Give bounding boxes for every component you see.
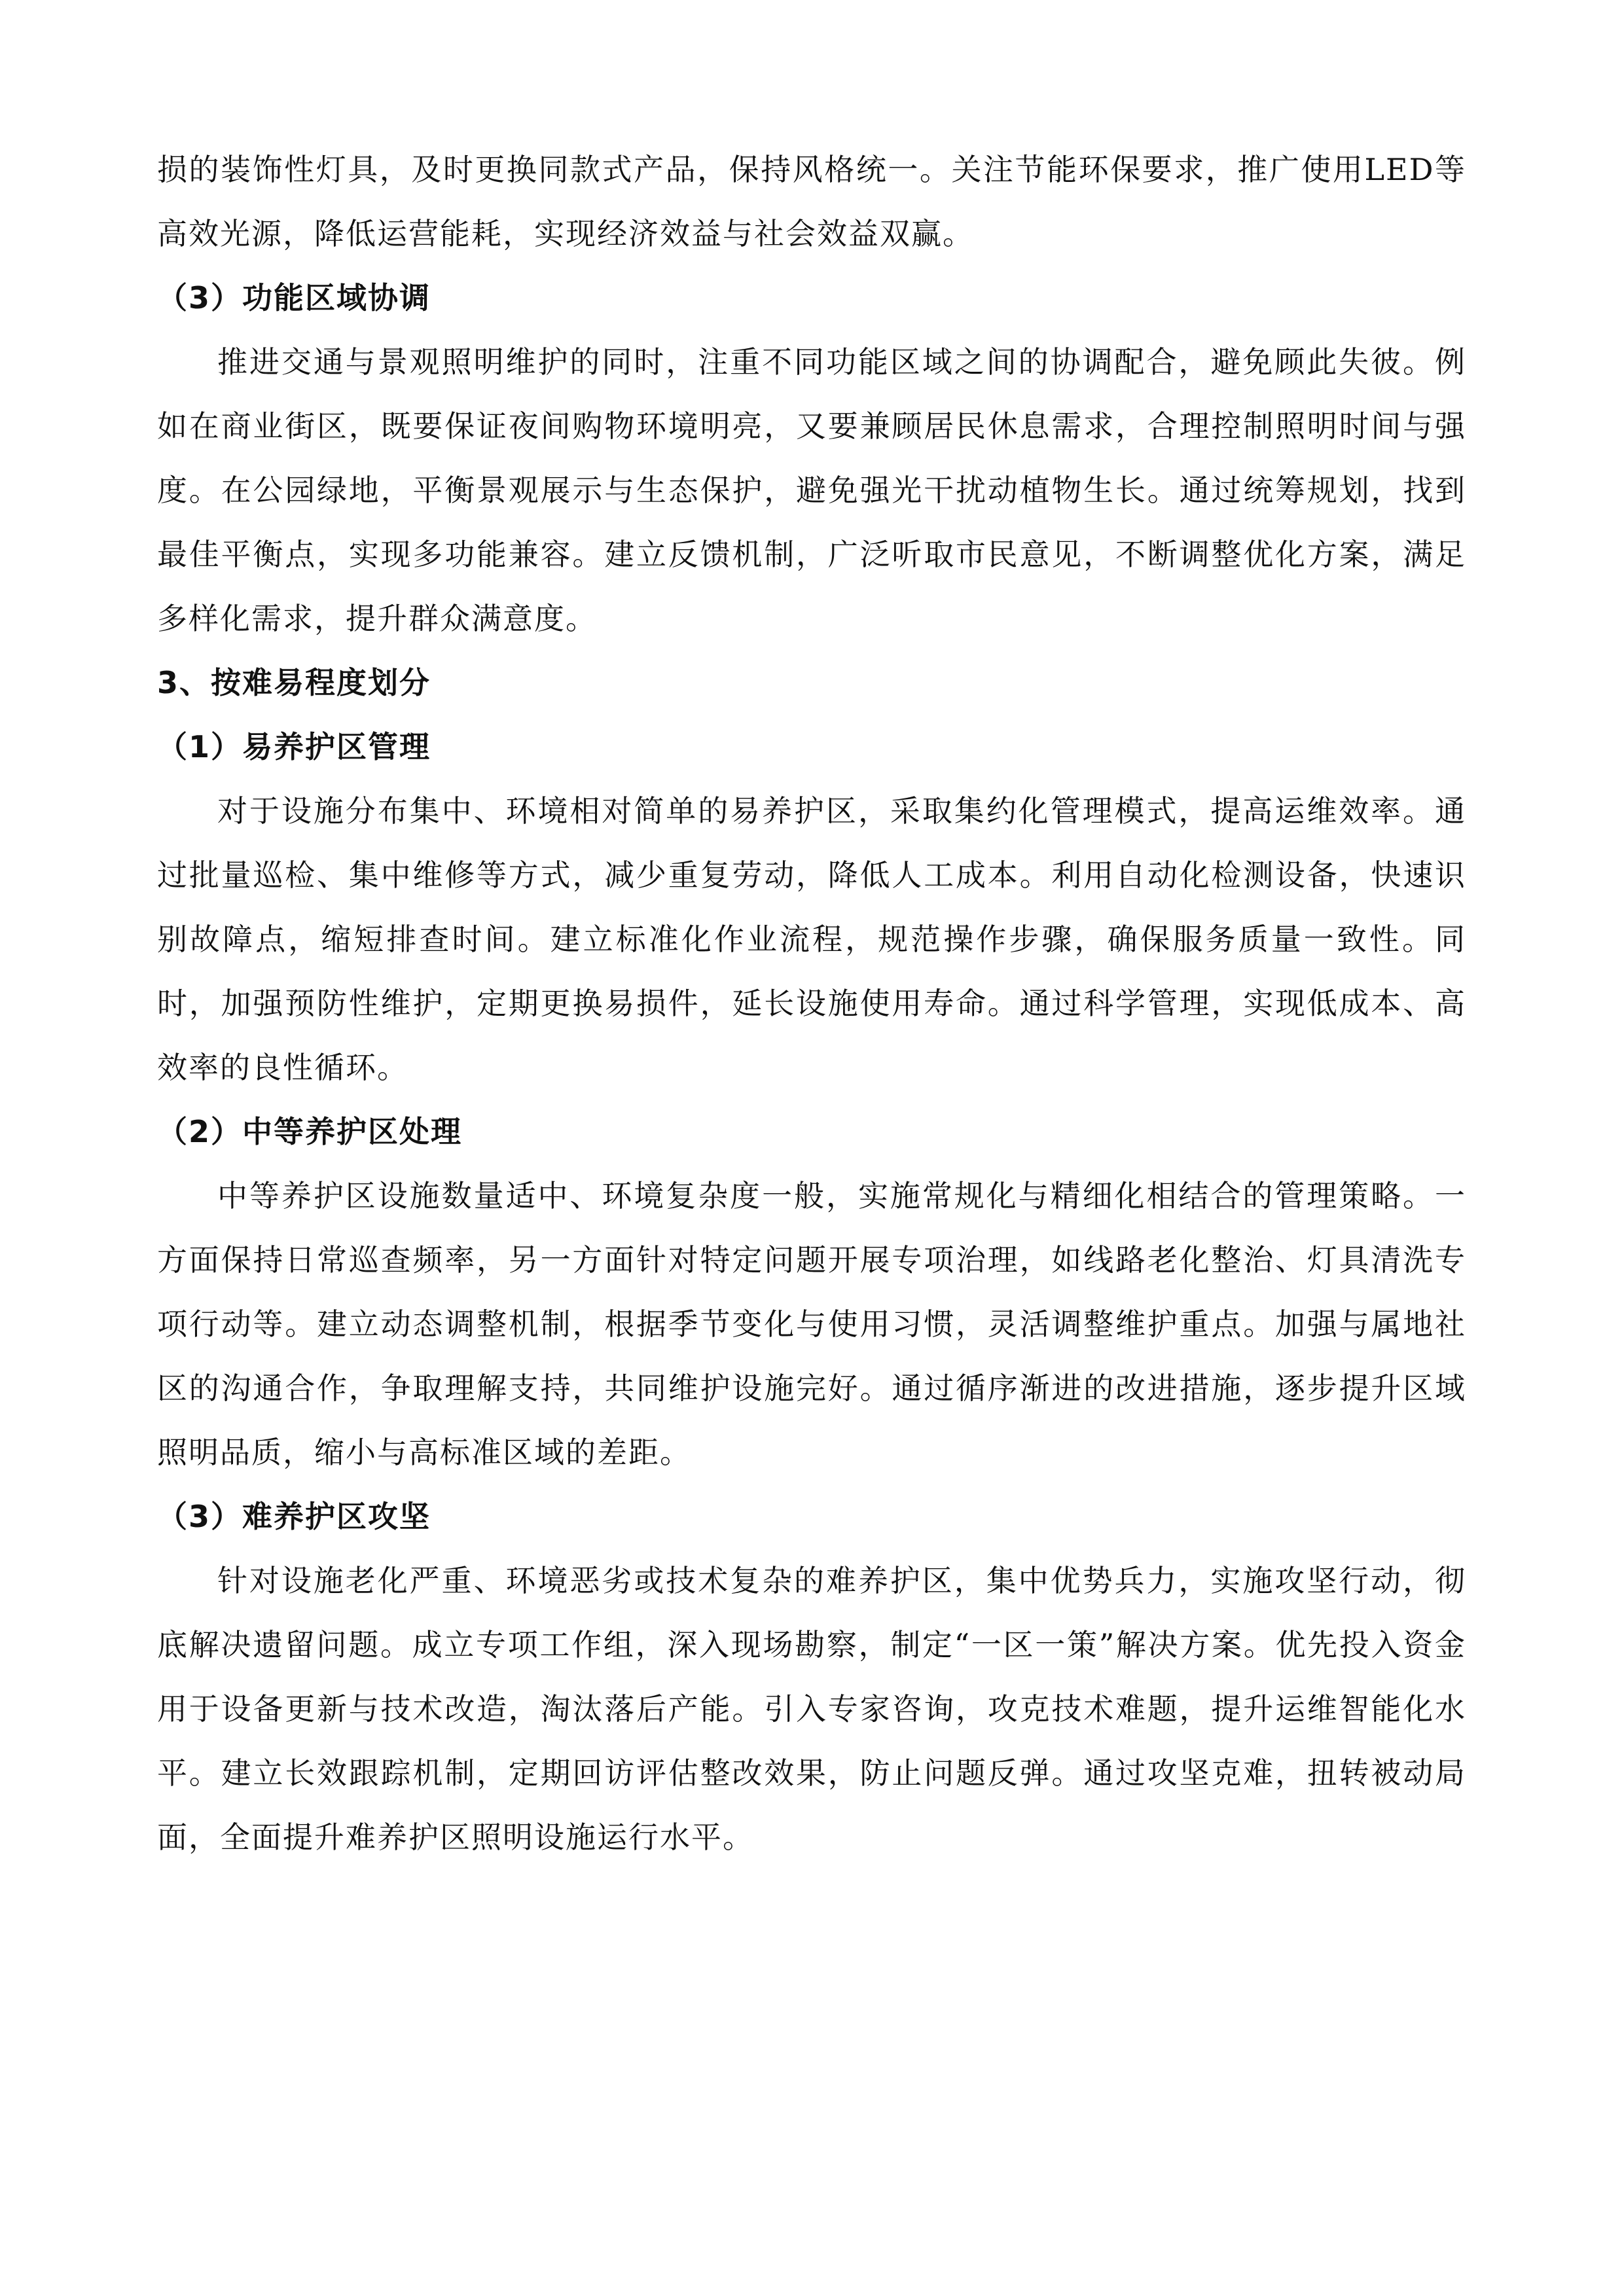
paragraph-hard-area: 针对设施老化严重、环境恶劣或技术复杂的难养护区，集中优势兵力，实施攻坚行动，彻底解决遗留问题。成立专项工作组，深入现场勘察，制定“一区一策”解决方案。优先投入资金用于设备更新与技术改造，淘汰落后产能。引入专家咨询，攻克技术难题，提升运维智能化水平。建立长效跟踪机制，定期回访评估整改效果，防止问题反弹。通过攻坚克难，扭转被动局面，全面提升难养护区照明设施运行水平。 <box>157 1563 1466 1855</box>
section-heading-difficulty: 3、按难易程度划分 <box>157 665 431 700</box>
subheading-medium-area: （2）中等养护区处理 <box>157 1114 463 1149</box>
document-page <box>157 137 1466 1869</box>
paragraph-medium-area: 中等养护区设施数量适中、环境复杂度一般，实施常规化与精细化相结合的管理策略。一方面保持日常巡查频率，另一方面针对特定问题开展专项治理，如线路老化整治、灯具清洗专项行动等。建立动态调整机制，根据季节变化与使用习惯，灵活调整维护重点。加强与属地社区的沟通合作，争取理解支持，共同维护设施完好。通过循序渐进的改进措施，逐步提升区域照明品质，缩小与高标准区域的差距。 <box>157 1178 1466 1470</box>
paragraph-easy-area: 对于设施分布集中、环境相对简单的易养护区，采取集约化管理模式，提高运维效率。通过批量巡检、集中维修等方式，减少重复劳动，降低人工成本。利用自动化检测设备，快速识别故障点，缩短排查时间。建立标准化作业流程，规范操作步骤，确保服务质量一致性。同时，加强预防性维护，定期更换易损件，延长设施使用寿命。通过科学管理，实现低成本、高效率的良性循环。 <box>157 793 1466 1085</box>
subheading-functional-area: （3）功能区域协调 <box>157 280 431 315</box>
paragraph-functional-area: 推进交通与景观照明维护的同时，注重不同功能区域之间的协调配合，避免顾此失彼。例如在商业街区，既要保证夜间购物环境明亮，又要兼顾居民休息需求，合理控制照明时间与强度。在公园绿地，平衡景观展示与生态保护，避免强光干扰动植物生长。通过统筹规划，找到最佳平衡点，实现多功能兼容。建立反馈机制，广泛听取市民意见，不断调整优化方案，满足多样化需求，提升群众满意度。 <box>157 344 1466 636</box>
subheading-easy-area: （1）易养护区管理 <box>157 729 431 764</box>
paragraph-continued: 损的装饰性灯具，及时更换同款式产品，保持风格统一。关注节能环保要求，推广使用LED等高效光源，降低运营能耗，实现经济效益与社会效益双赢。 <box>157 152 1466 251</box>
subheading-hard-area: （3）难养护区攻坚 <box>157 1499 431 1534</box>
